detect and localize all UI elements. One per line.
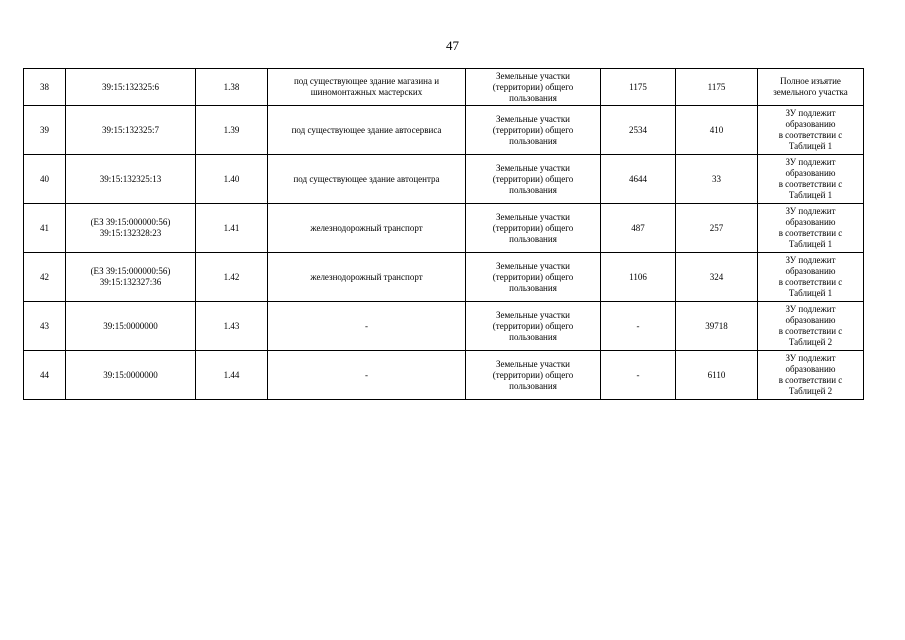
cell-no: 40: [24, 155, 66, 204]
cell-area-part: 1175: [676, 69, 758, 106]
cell-note: ЗУ подлежит образованию в соответствии с Таблицей 1: [758, 253, 864, 302]
cell-cadastral: 39:15:132325:7: [66, 106, 196, 155]
cell-cadastral: 39:15:132325:13: [66, 155, 196, 204]
table-row: [24, 351, 864, 400]
cell-area-total: 4644: [601, 155, 676, 204]
cell-code: 1.44: [196, 351, 268, 400]
cell-no: 41: [24, 204, 66, 253]
cell-category: Земельные участки (территории) общего пользования: [466, 106, 601, 155]
cell-area-part: 257: [676, 204, 758, 253]
cell-note: ЗУ подлежит образованию в соответствии с Таблицей 2: [758, 351, 864, 400]
cell-cadastral: 39:15:0000000: [66, 351, 196, 400]
cell-category: Земельные участки (территории) общего пользования: [466, 351, 601, 400]
cell-note: ЗУ подлежит образованию в соответствии с Таблицей 1: [758, 204, 864, 253]
cell-code: 1.42: [196, 253, 268, 302]
cell-area-part: 410: [676, 106, 758, 155]
cell-area-part: 39718: [676, 302, 758, 351]
cell-note: ЗУ подлежит образованию в соответствии с Таблицей 1: [758, 155, 864, 204]
cell-purpose: железнодорожный транспорт: [268, 253, 466, 302]
cell-category: Земельные участки (территории) общего пользования: [466, 155, 601, 204]
cell-area-part: 33: [676, 155, 758, 204]
cell-area-total: 1106: [601, 253, 676, 302]
cell-purpose: под существующее здание автоцентра: [268, 155, 466, 204]
cell-no: 39: [24, 106, 66, 155]
cell-cadastral: 39:15:0000000: [66, 302, 196, 351]
cell-category: Земельные участки (территории) общего пользования: [466, 253, 601, 302]
table-row: [24, 69, 864, 106]
cell-category: Земельные участки (территории) общего пользования: [466, 69, 601, 106]
cell-category: Земельные участки (территории) общего пользования: [466, 204, 601, 253]
cell-cadastral: (ЕЗ 39:15:000000:56) 39:15:132327:36: [66, 253, 196, 302]
cell-area-total: 1175: [601, 69, 676, 106]
page-number: 47: [446, 38, 459, 53]
cell-purpose: под существующее здание магазина и шиномонтажных мастерских: [268, 69, 466, 106]
cell-code: 1.38: [196, 69, 268, 106]
cell-note: Полное изъятие земельного участка: [758, 69, 864, 106]
cell-purpose: железнодорожный транспорт: [268, 204, 466, 253]
table-row: [24, 155, 864, 204]
cell-purpose: -: [268, 302, 466, 351]
cell-cadastral: 39:15:132325:6: [66, 69, 196, 106]
cell-cadastral: (ЕЗ 39:15:000000:56) 39:15:132328:23: [66, 204, 196, 253]
land-plots-table: [23, 68, 864, 400]
cell-note: ЗУ подлежит образованию в соответствии с Таблицей 1: [758, 106, 864, 155]
table-row: [24, 253, 864, 302]
table-row: [24, 106, 864, 155]
cell-no: 38: [24, 69, 66, 106]
cell-code: 1.43: [196, 302, 268, 351]
cell-no: 42: [24, 253, 66, 302]
cell-no: 44: [24, 351, 66, 400]
cell-code: 1.40: [196, 155, 268, 204]
cell-note: ЗУ подлежит образованию в соответствии с Таблицей 2: [758, 302, 864, 351]
cell-purpose: под существующее здание автосервиса: [268, 106, 466, 155]
cell-code: 1.39: [196, 106, 268, 155]
cell-area-part: 324: [676, 253, 758, 302]
cell-category: Земельные участки (территории) общего пользования: [466, 302, 601, 351]
cell-purpose: -: [268, 351, 466, 400]
table-row: [24, 302, 864, 351]
cell-area-part: 6110: [676, 351, 758, 400]
cell-area-total: 2534: [601, 106, 676, 155]
cell-no: 43: [24, 302, 66, 351]
cell-area-total: -: [601, 302, 676, 351]
cell-area-total: 487: [601, 204, 676, 253]
table-row: [24, 204, 864, 253]
cell-area-total: -: [601, 351, 676, 400]
cell-code: 1.41: [196, 204, 268, 253]
